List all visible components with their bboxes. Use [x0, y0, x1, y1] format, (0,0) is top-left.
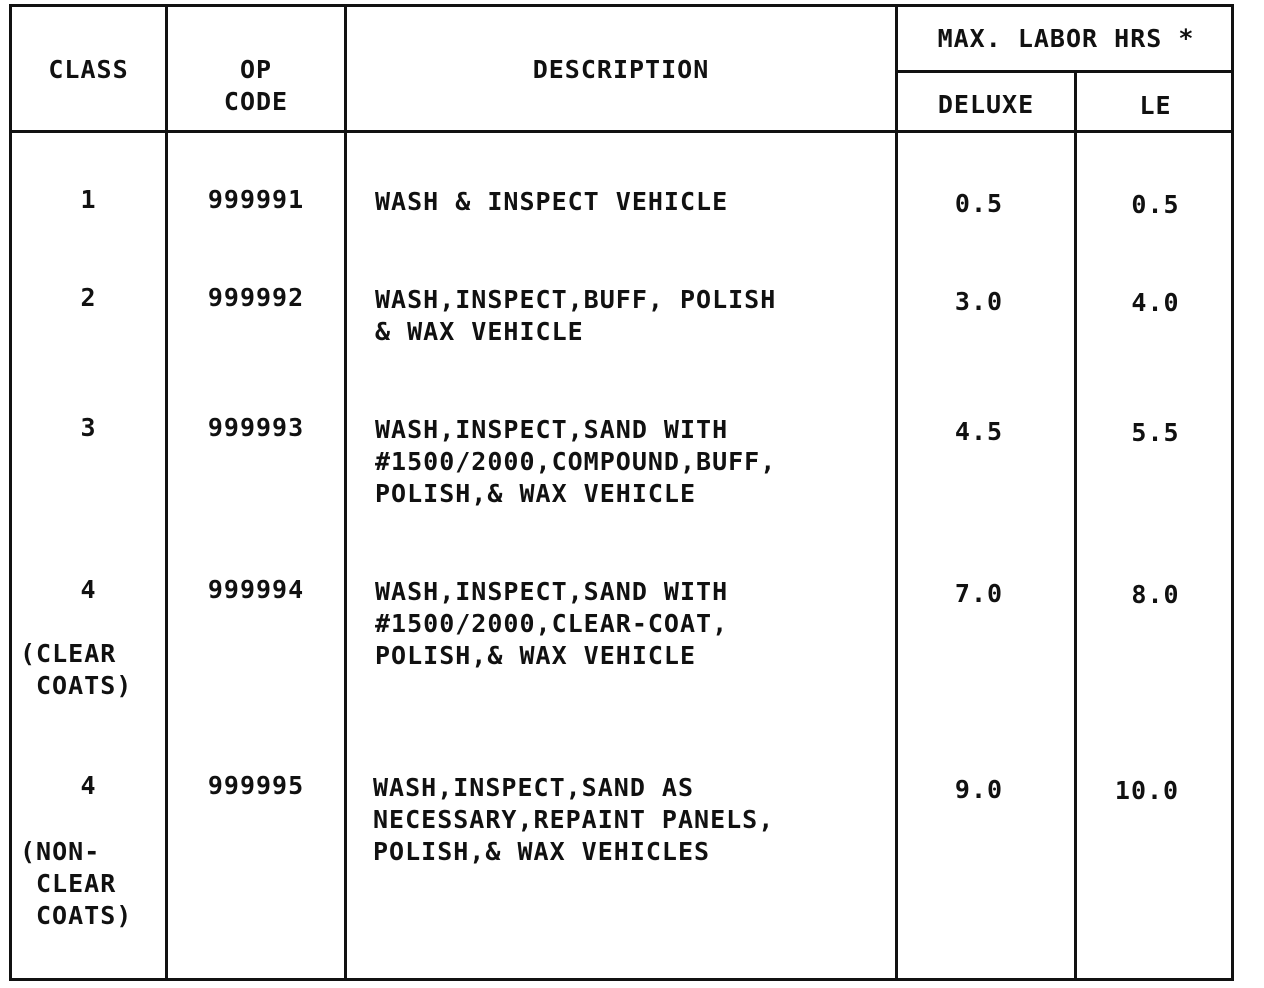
description-line: & WAX VEHICLE: [375, 317, 584, 346]
class-cell: 3: [80, 413, 97, 442]
header-bottom-rule: [9, 130, 1234, 133]
class-note-line: (NON-: [20, 837, 101, 866]
deluxe-hours-cell: 3.0: [954, 287, 1004, 316]
op-code-cell: 999995: [207, 771, 305, 800]
description-line: POLISH,& WAX VEHICLE: [375, 479, 697, 508]
deluxe-hours-cell: 0.5: [954, 189, 1004, 218]
le-hours-cell: 4.0: [1131, 288, 1180, 317]
column-divider-description: [895, 4, 898, 981]
le-hours-cell: 10.0: [1114, 776, 1180, 805]
header-op-code-line1: OP: [239, 55, 273, 84]
op-code-cell: 999992: [207, 283, 305, 312]
class-cell: 1: [80, 185, 97, 214]
header-subdivider: [895, 70, 1234, 73]
le-hours-cell: 8.0: [1131, 580, 1180, 609]
le-hours-cell: 0.5: [1131, 190, 1180, 219]
header-max-labor-hrs: MAX. LABOR HRS *: [937, 24, 1195, 53]
header-deluxe: DELUXE: [937, 90, 1035, 119]
description-line: WASH & INSPECT VEHICLE: [375, 187, 729, 216]
class-cell: 4: [80, 575, 97, 604]
class-note-line: COATS): [36, 901, 133, 930]
description-line: NECESSARY,REPAINT PANELS,: [373, 805, 775, 834]
description-line: WASH,INSPECT,SAND WITH: [375, 415, 729, 444]
header-op-code-line2: CODE: [223, 87, 289, 116]
header-le: LE: [1139, 91, 1172, 120]
description-line: POLISH,& WAX VEHICLE: [375, 641, 697, 670]
description-line: WASH,INSPECT,SAND AS: [373, 773, 695, 802]
description-line: #1500/2000,CLEAR-COAT,: [375, 609, 729, 638]
description-line: WASH,INSPECT,SAND WITH: [375, 577, 729, 606]
description-line: #1500/2000,COMPOUND,BUFF,: [375, 447, 777, 476]
column-divider-class: [165, 4, 168, 981]
class-cell: 4: [80, 771, 97, 800]
description-line: WASH,INSPECT,BUFF, POLISH: [375, 285, 777, 314]
class-cell: 2: [80, 283, 97, 312]
deluxe-hours-cell: 9.0: [954, 775, 1004, 804]
header-description: DESCRIPTION: [532, 55, 710, 84]
class-note-line: CLEAR: [36, 869, 117, 898]
deluxe-hours-cell: 7.0: [954, 579, 1004, 608]
column-divider-opcode: [344, 4, 347, 981]
op-code-cell: 999993: [207, 413, 305, 442]
class-note-line: (CLEAR: [20, 639, 117, 668]
header-class: CLASS: [48, 55, 129, 84]
description-line: POLISH,& WAX VEHICLES: [373, 837, 711, 866]
deluxe-hours-cell: 4.5: [954, 417, 1004, 446]
op-code-cell: 999991: [207, 185, 305, 214]
le-hours-cell: 5.5: [1131, 418, 1180, 447]
class-note-line: COATS): [36, 671, 133, 700]
op-code-cell: 999994: [207, 575, 305, 604]
